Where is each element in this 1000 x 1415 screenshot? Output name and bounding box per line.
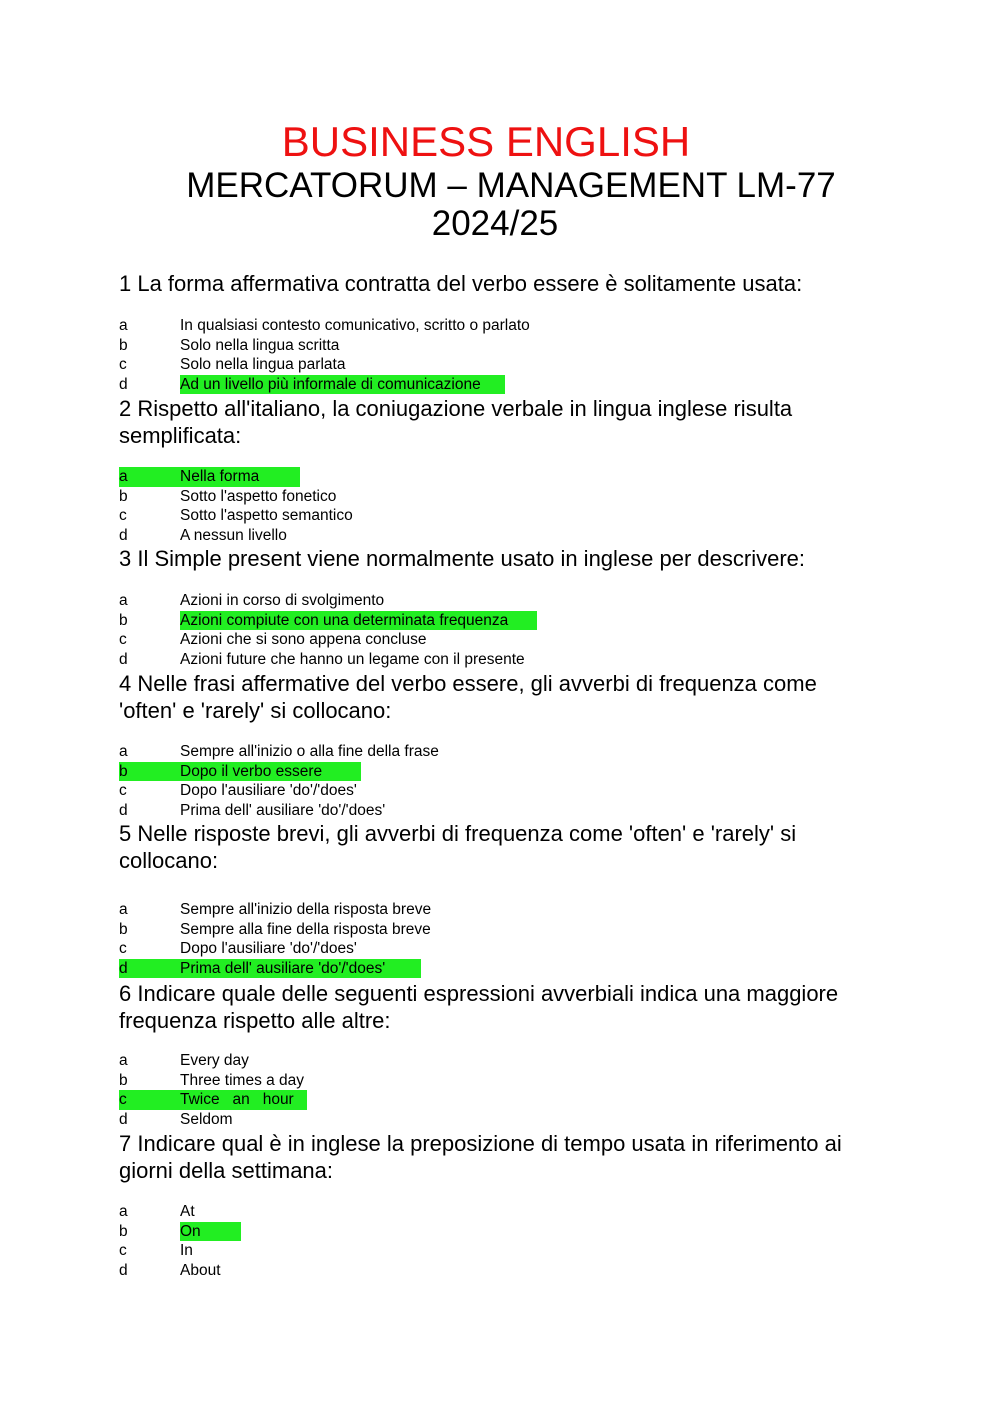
option-letter: d	[119, 650, 128, 668]
question-5-text: 5 Nelle risposte brevi, gli avverbi di frequenza come 'often' e 'rarely' si collocano:	[119, 821, 797, 873]
option-letter: a	[119, 592, 128, 609]
option-letter: b	[119, 336, 128, 354]
option-letter: c	[119, 631, 127, 648]
option-letter: a	[119, 1052, 128, 1069]
option-text: Nella forma	[180, 468, 260, 485]
option-text: At	[180, 1203, 195, 1220]
option-text: Seldom	[180, 1110, 233, 1128]
option-d	[119, 526, 879, 546]
question-7-options	[119, 1202, 879, 1280]
option-text: Sempre all'inizio o alla fine della frase	[180, 743, 439, 760]
option-b-correct	[119, 611, 879, 631]
option-a	[119, 591, 879, 611]
question-4-options	[119, 742, 879, 820]
option-letter: d	[119, 1110, 128, 1128]
option-letter: a	[119, 743, 128, 760]
option-a-correct	[119, 467, 879, 487]
option-c-correct	[119, 1090, 879, 1110]
question-3-text: 3 Il Simple present viene normalmente usato in inglese per descrivere:	[119, 546, 806, 571]
option-letter: c	[119, 940, 127, 957]
option-letter: c	[119, 356, 127, 373]
option-b-correct	[119, 1222, 879, 1242]
option-letter: b	[119, 762, 128, 780]
question-4-text: 4 Nelle frasi affermative del verbo essere, gli avverbi di frequenza come 'often' e 'rarely' si collocano:	[119, 671, 817, 723]
option-d	[119, 1110, 879, 1130]
question-2-text: 2 Rispetto all'italiano, la coniugazione verbale in lingua inglese risulta semplificata:	[119, 396, 793, 448]
option-a	[119, 1051, 879, 1071]
option-c	[119, 355, 879, 375]
option-letter: c	[119, 1242, 127, 1259]
option-letter: a	[119, 1203, 128, 1220]
option-text: Every day	[180, 1052, 249, 1069]
question-7-text: 7 Indicare qual è in inglese la preposizione di tempo usata in riferimento ai giorni della settimana:	[119, 1131, 842, 1183]
option-a	[119, 742, 879, 762]
option-text: Prima dell' ausiliare 'do'/'does'	[180, 801, 386, 819]
option-b	[119, 1071, 879, 1091]
option-a	[119, 316, 879, 336]
option-d	[119, 650, 879, 670]
option-text: A nessun livello	[180, 526, 287, 544]
option-text: Azioni che si sono appena concluse	[180, 631, 427, 648]
option-text: Ad un livello più informale di comunicazione	[180, 375, 481, 393]
option-letter: d	[119, 526, 128, 544]
option-letter: a	[119, 468, 128, 485]
option-text: Solo nella lingua scritta	[180, 336, 340, 354]
option-d	[119, 801, 879, 821]
option-text: Sempre alla fine della risposta breve	[180, 920, 431, 938]
option-letter: c	[119, 782, 127, 799]
option-text: Azioni future che hanno un legame con il presente	[180, 650, 525, 668]
option-c	[119, 1241, 879, 1261]
option-text: Prima dell' ausiliare 'do'/'does'	[180, 959, 386, 977]
question-5-options	[119, 900, 879, 978]
option-text: About	[180, 1261, 221, 1279]
option-d-correct	[119, 959, 879, 979]
option-letter: a	[119, 317, 128, 334]
option-c	[119, 939, 879, 959]
option-text: On	[180, 1222, 201, 1240]
option-text: Dopo il verbo essere	[180, 762, 323, 780]
option-text: Three times a day	[180, 1071, 305, 1089]
option-letter: c	[119, 1091, 127, 1108]
option-b	[119, 487, 879, 507]
option-letter: d	[119, 375, 128, 393]
document-title: BUSINESS ENGLISH	[281, 118, 691, 165]
option-text: Sotto l'aspetto fonetico	[180, 487, 337, 505]
option-letter: c	[119, 507, 127, 524]
question-2-options	[119, 467, 879, 545]
option-letter: b	[119, 1222, 128, 1240]
option-b	[119, 920, 879, 940]
option-b	[119, 336, 879, 356]
option-letter: b	[119, 487, 128, 505]
option-c	[119, 781, 879, 801]
option-text: Dopo l'ausiliare 'do'/'does'	[180, 782, 357, 799]
question-6-text: 6 Indicare quale delle seguenti espressioni avverbiali indica una maggiore frequenza rispetto alle altre:	[119, 981, 839, 1033]
question-1-text: 1 La forma affermativa contratta del verbo essere è solitamente usata:	[119, 271, 803, 296]
option-letter: b	[119, 1071, 128, 1089]
option-letter: d	[119, 801, 128, 819]
option-text: Azioni compiute con una determinata frequenza	[180, 611, 509, 629]
option-letter: d	[119, 959, 128, 977]
option-a	[119, 1202, 879, 1222]
question-1-options	[119, 316, 879, 394]
option-c	[119, 506, 879, 526]
option-b-correct	[119, 762, 879, 782]
option-text: Twice an hour	[180, 1091, 294, 1108]
option-letter: a	[119, 901, 128, 918]
option-d	[119, 1261, 879, 1281]
option-c	[119, 630, 879, 650]
option-text: Sotto l'aspetto semantico	[180, 507, 353, 524]
option-text: Sempre all'inizio della risposta breve	[180, 901, 432, 918]
option-text: Dopo l'ausiliare 'do'/'does'	[180, 940, 357, 957]
option-letter: b	[119, 611, 128, 629]
question-6-options	[119, 1051, 879, 1129]
option-d-correct	[119, 375, 879, 395]
question-3-options	[119, 591, 879, 669]
option-a	[119, 900, 879, 920]
document-year: 2024/25	[431, 204, 559, 243]
option-text: In	[180, 1242, 193, 1259]
document-subtitle: MERCATORUM – MANAGEMENT LM-77	[186, 166, 836, 205]
option-letter: b	[119, 920, 128, 938]
option-letter: d	[119, 1261, 128, 1279]
option-text: Solo nella lingua parlata	[180, 356, 346, 373]
option-text: Azioni in corso di svolgimento	[180, 592, 385, 609]
option-text: In qualsiasi contesto comunicativo, scritto o parlato	[180, 317, 530, 334]
